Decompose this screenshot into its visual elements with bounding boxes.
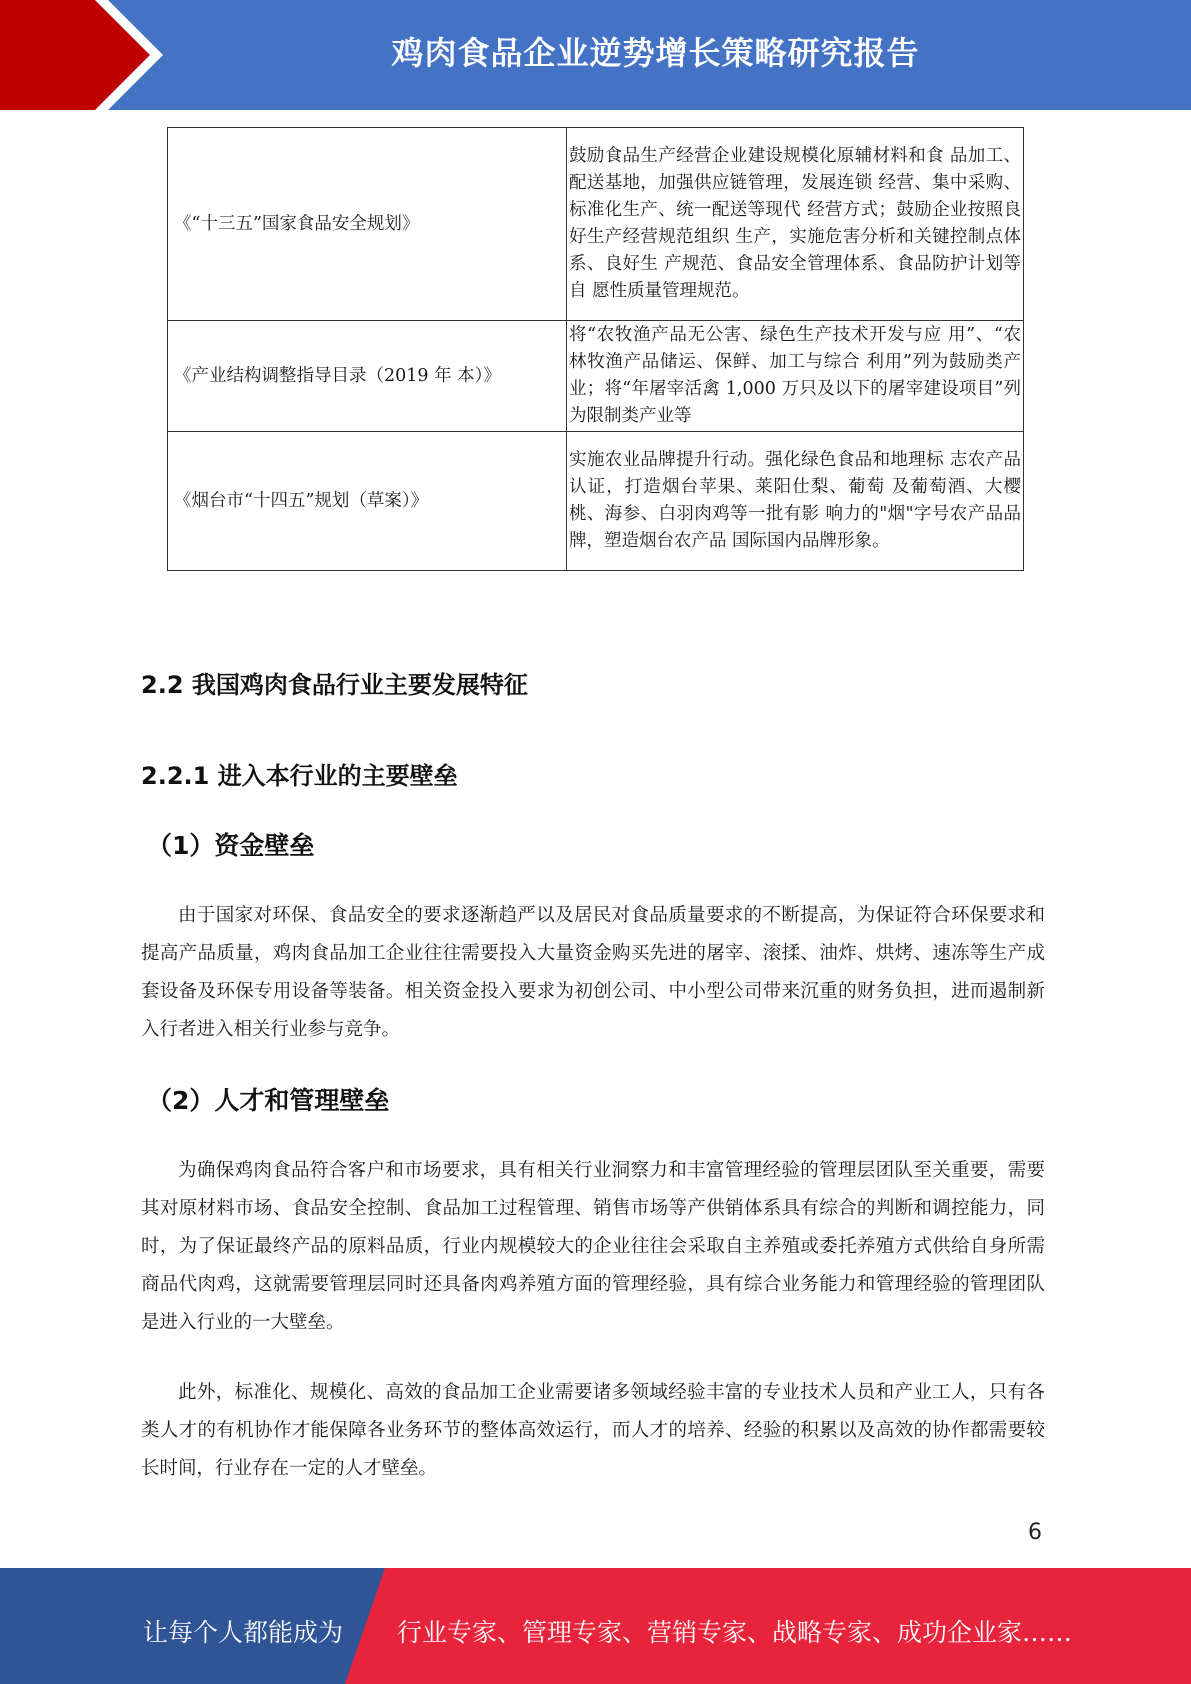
subheading-capital-barrier: （1）资金壁垒	[147, 831, 315, 860]
page-footer	[0, 1568, 1191, 1684]
page-header	[0, 0, 1191, 110]
section-heading: 2.2 我国鸡肉食品行业主要发展特征	[141, 671, 528, 699]
paragraph-talent-extra: 此外，标准化、规模化、高效的食品加工企业需要诸多领域经验丰富的专业技术人员和产业工人，只有各类人才的有机协作才能保障各业务环节的整体高效运行，而人才的培养、经验的积累以及高效的协作都需要较长时间，行业存在一定的人才壁垒。	[141, 1382, 1045, 1479]
paragraph-capital-barrier: 由于国家对环保、食品安全的要求逐渐趋严以及居民对食品质量要求的不断提高，为保证符合环保要求和提高产品质量，鸡肉食品加工企业往往需要投入大量资金购买先进的屠宰、滚揉、油炸、烘烤、速冻等生产成套设备及环保专用设备等装备。相关资金投入要求为初创公司、中小型公司带来沉重的财务负担，进而遏制新入行者进入相关行业参与竞争。	[141, 905, 1045, 1040]
footer-slogan-right: 行业专家、管理专家、营销专家、战略专家、成功企业家……	[397, 1618, 1073, 1647]
policy-desc: 鼓励食品生产经营企业建设规模化原辅材料和食 品加工、配送基地，加强供应链管理，发展连锁 经营、集中采购、标准化生产、统一配送等现代 经营方式；鼓励企业按照良好生产经营规范组织 生产，实施危害分析和关键控制点体系、良好生 产规范、食品安全管理体系、食品防护计划等自 愿性质量管理规范。	[567, 128, 1024, 321]
subsection-heading: 2.2.1 进入本行业的主要壁垒	[141, 762, 458, 790]
policy-desc: 实施农业品牌提升行动。强化绿色食品和地理标 志农产品认证，打造烟台苹果、莱阳仕梨、葡萄 及葡萄酒、大樱桃、海参、白羽肉鸡等一批有影 响力的"烟"字号农产品品牌，塑造烟台农产品 国际国内品牌形象。	[567, 432, 1024, 571]
table-row	[168, 432, 1024, 571]
table-row	[168, 128, 1024, 321]
page-number: 6	[1028, 1520, 1042, 1545]
policy-name: 《烟台市“十四五”规划（草案）》	[168, 432, 567, 571]
footer-slogan-left: 让每个人都能成为	[143, 1618, 344, 1647]
paragraph-talent-barrier: 为确保鸡肉食品符合客户和市场要求，具有相关行业洞察力和丰富管理经验的管理层团队至关重要，需要其对原材料市场、食品安全控制、食品加工过程管理、销售市场等产供销体系具有综合的判断和调控能力，同时，为了保证最终产品的原料品质，行业内规模较大的企业往往会采取自主养殖或委托养殖方式供给自身所需商品代肉鸡，这就需要管理层同时还具备肉鸡养殖方面的管理经验，具有综合业务能力和管理经验的管理团队是进入行业的一大壁垒。	[141, 1160, 1045, 1333]
policy-name: 《“十三五”国家食品安全规划》	[168, 128, 567, 321]
policy-name: 《产业结构调整指导目录（2019 年 本）》	[168, 321, 567, 432]
table-row	[168, 321, 1024, 432]
policy-desc: 将“农牧渔产品无公害、绿色生产技术开发与应 用”、“农林牧渔产品储运、保鲜、加工与综合 利用”列为鼓励类产业；将“年屠宰活禽 1,000 万只及以下的屠宰建设项目”列为限制类产业等	[567, 321, 1024, 432]
report-title: 鸡肉食品企业逆势增长策略研究报告	[391, 34, 920, 72]
subheading-talent-barrier: （2）人才和管理壁垒	[147, 1086, 390, 1115]
policy-table	[167, 127, 1024, 571]
